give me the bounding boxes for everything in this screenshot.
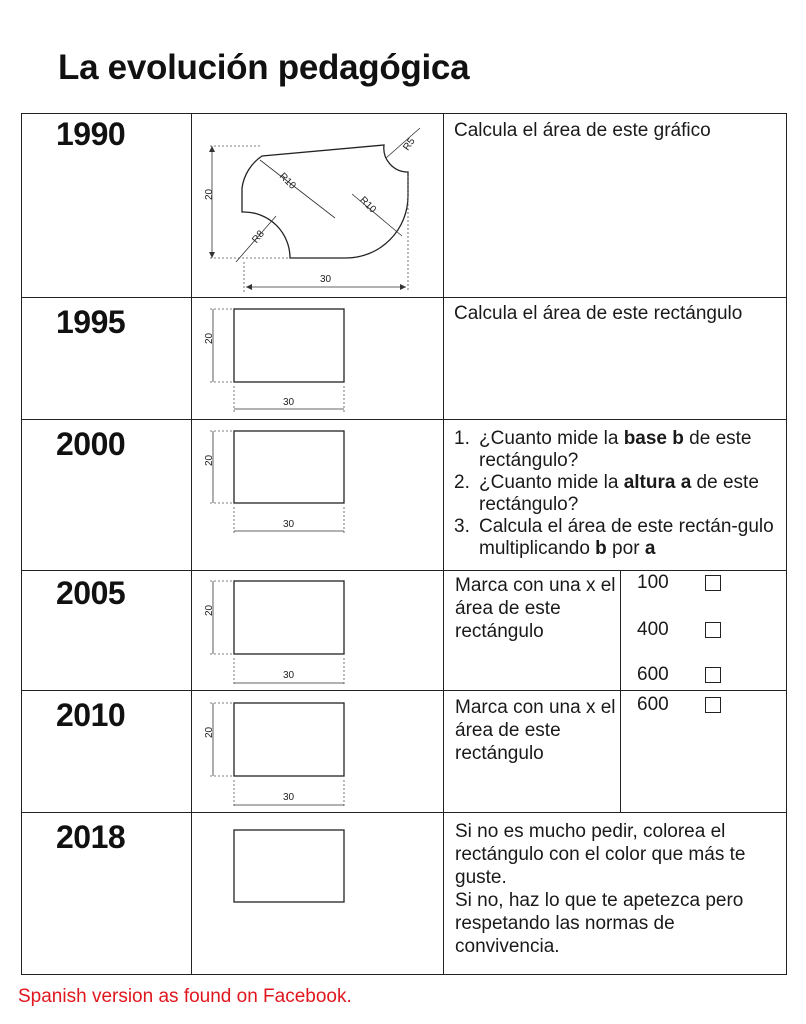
page-title: La evolución pedagógica [58,48,470,87]
year-label: 2000 [56,426,126,462]
radius-label: R10 [276,170,298,192]
checkbox[interactable] [705,575,721,591]
column-divider [443,113,444,975]
complex-shape-drawing [192,114,442,296]
step-item: 2. ¿Cuanto mide la altura a de este rectángulo? [454,472,759,515]
width-dimension-label: 30 [283,670,295,681]
height-dimension-label: 20 [204,726,215,738]
rectangle-drawing [192,691,442,811]
rectangle-drawing [192,298,442,418]
instruction-text: Marca con una x el área de este rectángulo [455,697,616,764]
radius-label: R5 [401,136,418,153]
option-value: 600 [637,664,669,685]
instruction-text: Marca con una x el área de este rectángulo [455,575,616,642]
year-label: 2005 [56,575,126,611]
height-dimension-label: 20 [204,454,215,466]
column-divider [21,113,22,975]
instruction-text: Si no, haz lo que te apetezca pero respetando las normas de convivencia. [455,890,744,957]
option-value: 600 [637,694,669,715]
instruction-text: Calcula el área de este rectángulo [454,303,743,324]
year-label: 1995 [56,304,126,340]
footer-note: Spanish version as found on Facebook. [18,986,352,1007]
radius-label: R10 [357,194,378,216]
width-dimension-label: 30 [283,397,295,408]
height-dimension-label: 20 [204,188,215,200]
instruction-text: Calcula el área de este gráfico [454,120,711,141]
checkbox[interactable] [705,667,721,683]
year-label: 1990 [56,116,126,152]
checkbox[interactable] [705,622,721,638]
width-dimension-label: 30 [320,274,332,285]
option-value: 100 [637,572,669,593]
instruction-steps [454,428,790,560]
step-item: 3. Calcula el área de este rectán-gulo multiplicando b por a [454,516,774,559]
option-value: 400 [637,619,669,640]
column-divider [620,570,621,812]
rectangle-drawing [192,420,442,569]
checkbox[interactable] [705,697,721,713]
year-label: 2018 [56,819,126,855]
year-label: 2010 [56,697,126,733]
width-dimension-label: 30 [283,519,295,530]
rectangle-drawing [192,813,442,973]
instruction-text: Si no es mucho pedir, colorea el rectángulo con el color que más te guste. [455,821,746,888]
height-dimension-label: 20 [204,604,215,616]
step-item: 1. ¿Cuanto mide la base b de este rectángulo? [454,428,752,471]
width-dimension-label: 30 [283,792,295,803]
rectangle-drawing [192,571,442,689]
radius-label: R8 [250,228,267,246]
height-dimension-label: 20 [204,332,215,344]
row-divider [21,974,786,975]
